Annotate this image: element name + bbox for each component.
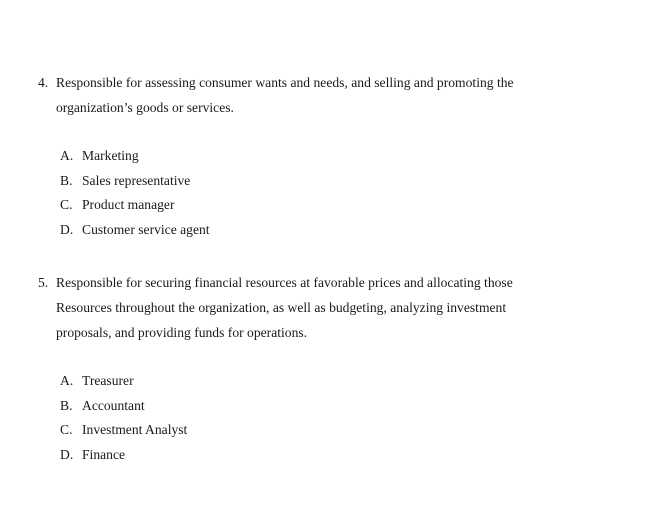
option-letter: D. <box>60 221 74 237</box>
question-text: Responsible for assessing consumer wants and needs, and selling and promoting the <box>56 75 514 90</box>
option-c[interactable] <box>60 418 460 443</box>
option-d[interactable] <box>60 443 460 468</box>
option-c[interactable] <box>60 193 460 218</box>
option-b[interactable] <box>60 394 460 419</box>
option-text: Treasurer <box>82 373 134 388</box>
question-line <box>38 295 618 320</box>
option-text: Accountant <box>82 397 145 413</box>
option-b[interactable] <box>60 169 460 194</box>
question-text: proposals, and providing funds for operations. <box>56 325 308 340</box>
question-text: Responsible for securing financial resources at favorable prices and allocating those <box>56 275 513 290</box>
answer-options <box>60 144 460 242</box>
question-number: 5. <box>38 275 49 290</box>
option-text: Product manager <box>82 197 175 212</box>
answer-options <box>60 369 460 467</box>
question-5 <box>38 270 618 462</box>
option-letter: D. <box>60 446 74 462</box>
question-line <box>38 320 618 345</box>
option-text: Customer service agent <box>82 221 210 237</box>
option-text: Sales representative <box>82 172 191 188</box>
option-letter: A. <box>60 373 74 388</box>
option-letter: A. <box>60 148 74 163</box>
option-text: Investment Analyst <box>82 422 188 437</box>
option-text: Marketing <box>82 148 139 163</box>
question-4 <box>38 70 618 237</box>
question-number: 4. <box>38 75 49 90</box>
option-letter: C. <box>60 197 73 212</box>
option-letter: B. <box>60 172 73 188</box>
option-a[interactable] <box>60 144 460 169</box>
question-line <box>38 95 618 120</box>
question-text: Resources throughout the organization, as well as budgeting, analyzing investment <box>56 300 507 315</box>
question-line <box>38 270 618 295</box>
option-letter: C. <box>60 422 73 437</box>
option-d[interactable] <box>60 218 460 243</box>
option-letter: B. <box>60 397 73 413</box>
option-a[interactable] <box>60 369 460 394</box>
option-text: Finance <box>82 446 126 462</box>
question-text: organization’s goods or services. <box>56 100 234 115</box>
question-line <box>38 70 618 95</box>
